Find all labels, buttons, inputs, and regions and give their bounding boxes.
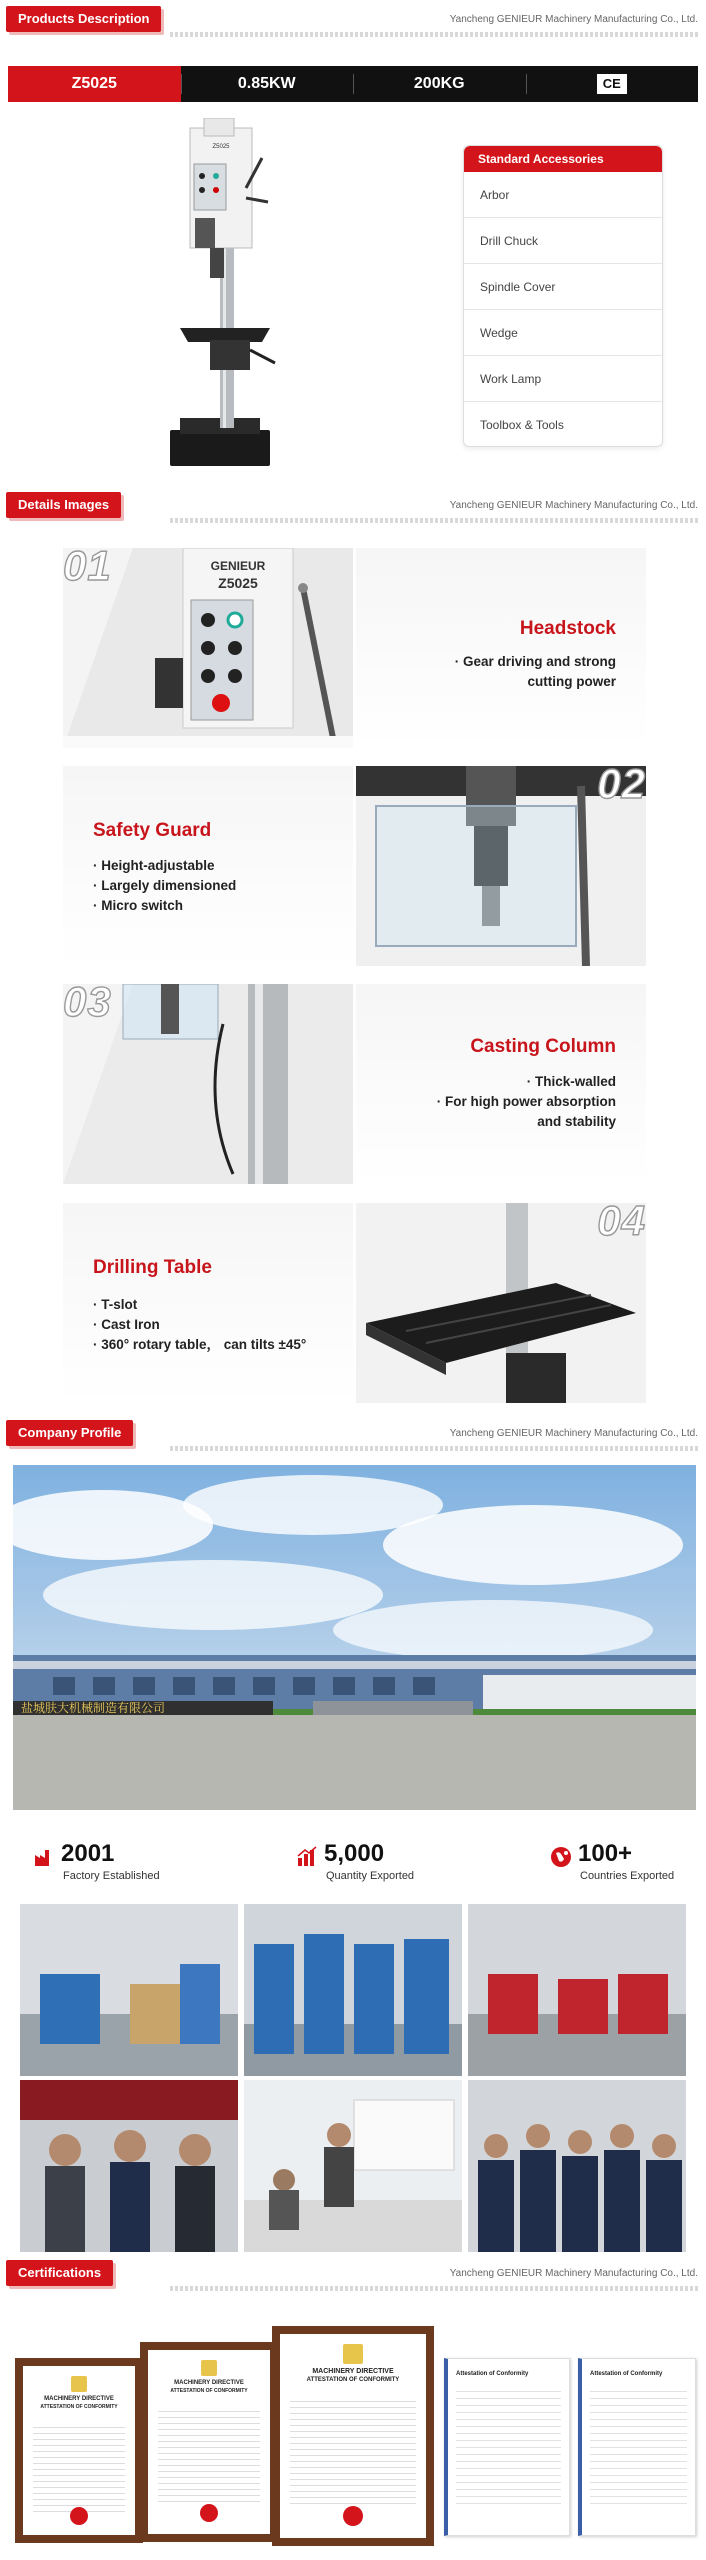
detail-point: · Thick-walled <box>437 1072 616 1092</box>
detail-text <box>63 1203 353 1403</box>
certificate-frame <box>140 2342 278 2542</box>
standard-accessories-panel <box>463 145 663 447</box>
detail-point: · T-slot <box>93 1295 306 1315</box>
detail-text <box>356 548 646 748</box>
divider <box>170 2286 700 2291</box>
detail-title: Safety Guard <box>93 820 212 841</box>
gallery-photo-machines-red <box>468 1904 686 2076</box>
cert-body <box>290 2396 416 2506</box>
stamp-icon <box>70 2507 88 2525</box>
detail-points <box>93 856 236 916</box>
cert-subtitle: ATTESTATION OF CONFORMITY <box>306 2377 400 2383</box>
divider <box>170 518 700 523</box>
detail-points <box>93 1295 306 1355</box>
stat-countries <box>550 1840 690 1884</box>
detail-number: 04 <box>597 1197 646 1244</box>
attestation-doc <box>578 2358 696 2536</box>
machine-model-label: Z5025 <box>218 575 258 591</box>
certificate-doc <box>148 2350 270 2534</box>
cert-subtitle: ATTESTATION OF CONFORMITY <box>170 2388 248 2394</box>
spec-ce <box>526 66 699 102</box>
spec-weight: 200KG <box>353 66 526 102</box>
stamp-icon <box>200 2504 218 2522</box>
stat-label: Factory Established <box>63 1870 160 1882</box>
company-name: Yancheng GENIEUR Machinery Manufacturing Co., Ltd. <box>449 14 698 25</box>
attestation-doc <box>444 2358 570 2536</box>
cert-subtitle: ATTESTATION OF CONFORMITY <box>40 2404 118 2410</box>
detail-number: 02 <box>597 760 646 807</box>
detail-number: 01 <box>63 542 112 589</box>
spec-bar <box>8 66 698 102</box>
divider <box>170 32 700 37</box>
ce-mark-icon: CE <box>597 74 627 94</box>
accessory-item: Drill Chuck <box>464 218 662 264</box>
cert-title: MACHINERY DIRECTIVE <box>312 2368 394 2375</box>
detail-title: Drilling Table <box>93 1257 212 1278</box>
accessory-item: Wedge <box>464 310 662 356</box>
detail-point: and stability <box>537 1114 616 1129</box>
factory-icon <box>33 1846 55 1868</box>
accessory-item: Work Lamp <box>464 356 662 402</box>
detail-point: · For high power absorption <box>437 1092 616 1112</box>
stat-label: Quantity Exported <box>326 1870 415 1882</box>
gallery-photo-machines-blue <box>244 1904 462 2076</box>
gallery-photo-staff <box>468 2080 686 2252</box>
detail-point: · Micro switch <box>93 896 236 916</box>
spec-power: 0.85KW <box>181 66 354 102</box>
detail-text <box>356 984 646 1184</box>
cert-title: MACHINERY DIRECTIVE <box>174 2380 244 2386</box>
company-name: Yancheng GENIEUR Machinery Manufacturing Co., Ltd. <box>449 1428 698 1439</box>
section-title: Products Description <box>6 6 161 32</box>
machine-model-label: Z5025 <box>212 144 230 150</box>
detail-drilling-table <box>63 1197 646 1403</box>
detail-point: · Height-adjustable <box>93 856 236 876</box>
detail-point: · Largely dimensioned <box>93 876 236 896</box>
detail-points <box>455 652 616 692</box>
section-header-certs <box>0 2260 706 2290</box>
attestation-title: Attestation of Conformity <box>590 2371 663 2377</box>
detail-number: 03 <box>63 978 112 1025</box>
company-name: Yancheng GENIEUR Machinery Manufacturing Co., Ltd. <box>449 2268 698 2279</box>
cert-title: MACHINERY DIRECTIVE <box>44 2396 114 2402</box>
divider <box>170 1446 700 1451</box>
stat-label: Countries Exported <box>580 1870 675 1882</box>
detail-point: · Cast Iron <box>93 1315 306 1335</box>
section-header-products <box>0 6 706 36</box>
detail-text <box>63 766 353 966</box>
stat-established <box>33 1840 193 1884</box>
stat-exported <box>296 1840 456 1884</box>
section-header-details <box>0 492 706 522</box>
gallery-photo-meeting <box>244 2080 462 2252</box>
gallery-photo-team-expo <box>20 2080 238 2252</box>
accessory-item: Spindle Cover <box>464 264 662 310</box>
accessory-item: Arbor <box>464 172 662 218</box>
stat-value: 5,000 <box>324 1840 385 1867</box>
cert-body <box>158 2406 260 2506</box>
detail-title: Headstock <box>519 618 616 639</box>
factory-sign-text: 盐城肤大机械制造有限公司 <box>21 1701 166 1715</box>
company-name: Yancheng GENIEUR Machinery Manufacturing Co., Ltd. <box>449 500 698 511</box>
doc-body <box>590 2385 687 2505</box>
certificate-frame <box>272 2326 434 2546</box>
section-title: Company Profile <box>6 1420 133 1446</box>
cert-body <box>33 2422 125 2512</box>
factory-photo <box>13 1465 696 1810</box>
seal-icon <box>71 2376 87 2392</box>
stat-value: 100+ <box>578 1840 633 1867</box>
detail-casting-column <box>63 978 646 1184</box>
stamp-icon <box>343 2506 363 2526</box>
accessories-title: Standard Accessories <box>464 146 662 172</box>
globe-icon <box>550 1846 572 1868</box>
certificate-frame <box>15 2358 143 2543</box>
section-header-profile <box>0 1420 706 1450</box>
detail-safety-guard <box>63 760 646 966</box>
spec-model: Z5025 <box>8 66 181 102</box>
section-title: Certifications <box>6 2260 113 2286</box>
chart-icon <box>296 1846 318 1868</box>
seal-icon <box>343 2344 363 2364</box>
certificate-doc <box>280 2334 426 2538</box>
detail-points <box>437 1072 616 1132</box>
detail-title: Casting Column <box>470 1036 616 1057</box>
machine-brand-label: GENIEUR <box>210 559 266 573</box>
accessory-item: Toolbox & Tools <box>480 418 564 432</box>
certificate-doc <box>23 2366 135 2535</box>
doc-body <box>456 2385 561 2505</box>
detail-point: cutting power <box>527 674 616 689</box>
attestation-title: Attestation of Conformity <box>456 2371 529 2377</box>
drill-press-image <box>150 118 310 478</box>
seal-icon <box>201 2360 217 2376</box>
gallery-photo-workshop <box>20 1904 238 2076</box>
stat-value: 2001 <box>61 1840 115 1867</box>
detail-point: · 360° rotary table， can tilts ±45° <box>93 1335 306 1355</box>
detail-headstock <box>63 542 646 748</box>
detail-point: · Gear driving and strong <box>455 652 616 672</box>
section-title: Details Images <box>6 492 121 518</box>
